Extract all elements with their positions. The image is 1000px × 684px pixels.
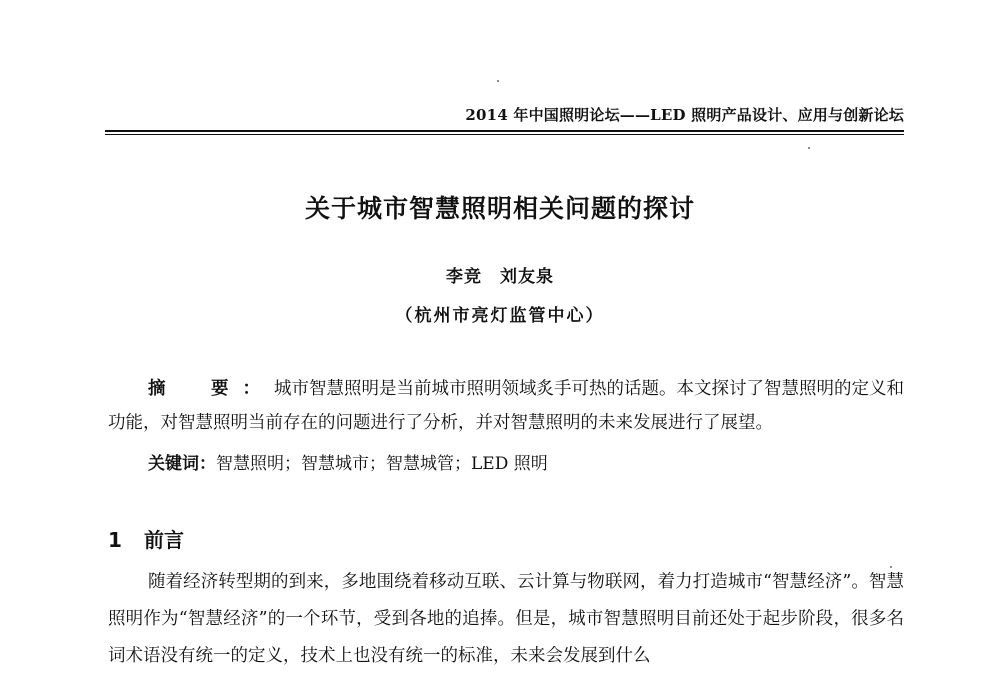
keywords-text: 智慧照明；智慧城市；智慧城管；LED 照明: [216, 454, 548, 474]
header-rule-thin: [105, 134, 904, 135]
abstract: [108, 372, 904, 440]
section-body: 随着经济转型期的到来，多地围绕着移动互联、云计算与物联网，着力打造城市“智慧经济”。智慧照明作为“智慧经济”的一个环节，受到各地的追捧。但是，城市智慧照明目前还处于起步阶段，很多名词术语没有统一的定义，技术上也没有统一的标准，未来会发展到什么: [108, 572, 904, 666]
abstract-label: 摘 要：: [148, 379, 274, 399]
affiliation: （杭州市亮灯监管中心）: [395, 306, 605, 326]
section-title: 前言: [144, 528, 184, 552]
authors: 李竞 刘友泉: [446, 267, 554, 287]
paper-title: 关于城市智慧照明相关问题的探讨: [304, 193, 695, 223]
section-heading: [108, 524, 184, 553]
section-number: 1: [108, 528, 122, 552]
conference-header: 2014 年中国照明论坛——LED 照明产品设计、应用与创新论坛: [465, 106, 904, 124]
scan-speck: [497, 80, 499, 82]
abstract-text: 城市智慧照明是当前城市照明领域炙手可热的话题。本文探讨了智慧照明的定义和功能，对智慧照明当前存在的问题进行了分析，并对智慧照明的未来发展进行了展望。: [108, 379, 904, 433]
keywords: [148, 449, 904, 479]
keywords-label: 关键词：: [148, 454, 216, 474]
scan-speck: [808, 147, 810, 149]
header-rule: [105, 130, 904, 132]
